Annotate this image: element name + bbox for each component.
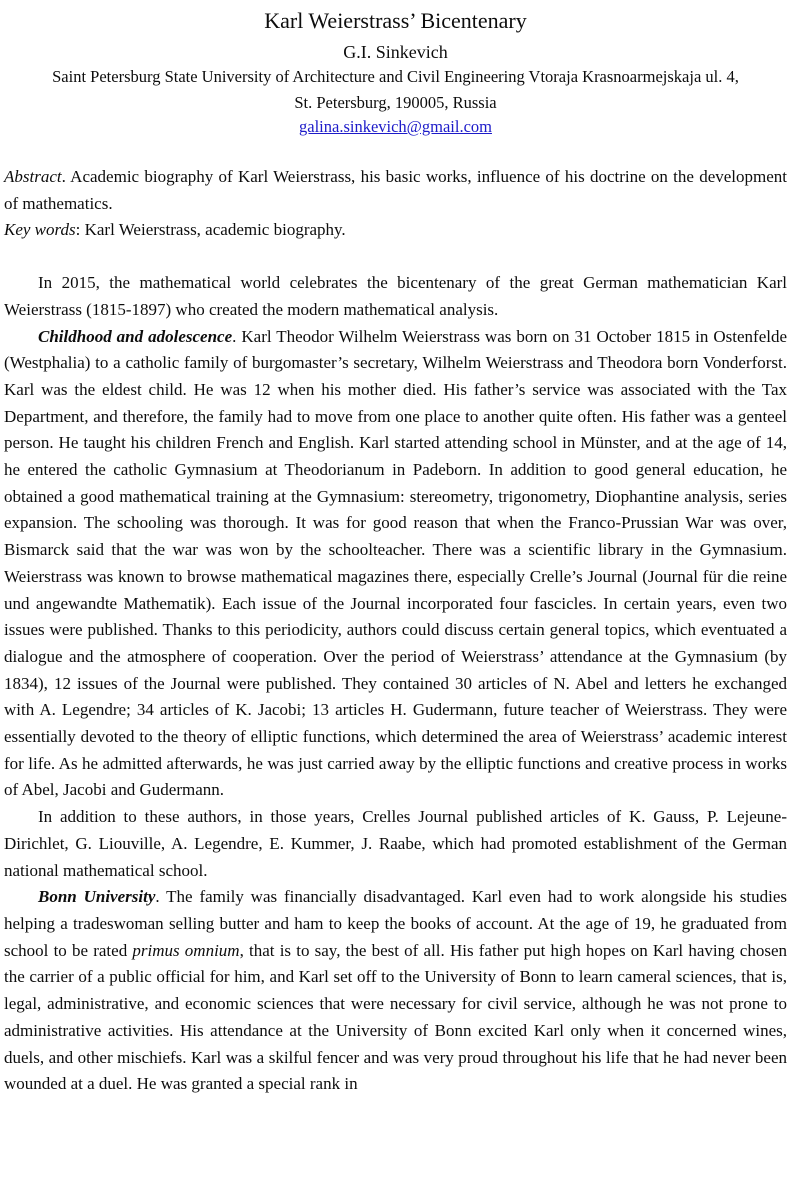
email-link[interactable]: galina.sinkevich@gmail.com [299, 117, 492, 136]
abstract-paragraph [4, 164, 787, 217]
body-paragraph [4, 270, 787, 323]
abstract-paragraph-segment: Key words [4, 220, 76, 240]
body-paragraph-segment: Childhood and adolescence [38, 326, 233, 346]
body-paragraph-segment: . The family was financially disadvantaged. Karl even had to work alongside his studies helping a tradeswoman selling butter and ham to keep the books of account. At the age of 19, he graduated from school to be rated [4, 887, 787, 960]
body-paragraph [4, 324, 787, 805]
abstract-paragraph-segment: : Karl Weierstrass, academic biography. [75, 220, 346, 240]
body-paragraph [4, 804, 787, 884]
author-name: G.I. Sinkevich [343, 42, 448, 62]
body-text [4, 270, 787, 1098]
affiliation [4, 64, 787, 116]
body-paragraph-segment: , that is to say, the best of all. His father put high hopes on Karl having chosen the carrier of a public official for him, and Karl set off to the University of Bonn to learn cameral sciences, that is, legal, administrative, and economic sciences that were necessary for civil service, although he was not prone to administrative activities. His attendance at the University of Bonn excited Karl only when it concerned wines, duels, and other mischiefs. Karl was a skilful fencer and was very proud throughout his life that he had never been wounded at a duel. He was granted a special rank in [4, 940, 787, 1094]
affiliation-line: Saint Petersburg State University of Architecture and Civil Engineering Vtoraja Krasnoarmejskaja ul. 4, [52, 67, 739, 86]
body-paragraph-segment: In addition to these authors, in those years, Crelles Journal published articles of K. Gauss, P. Lejeune-Dirichlet, G. Liouville, A. Legendre, E. Kummer, J. Raabe, which had promoted establishment of the German national mathematical school. [4, 807, 787, 880]
body-paragraph-segment: . Karl Theodor Wilhelm Weierstrass was born on 31 October 1815 in Ostenfelde (Westphalia) to a catholic family of burgomaster’s secretary, Wilhelm Weierstrass and Theodora born Vonderforst. Karl was the eldest child. He was 12 when his mother died. His father’s service was associated with the Tax Department, and therefore, the family had to move from one place to another quite often. His father was a genteel person. He taught his children French and English. Karl started attending school in Münster, and at the age of 14, he entered the catholic Gymnasium at Theodorianum in Padeborn. In addition to good general education, he obtained a good mathematical training at the Gymnasium: stereometry, trigonometry, Diophantine analysis, series expansion. The schooling was thorough. It was for good reason that when the Franco-Prussian War was over, Bismarck said that the war was won by the schoolteacher. There was a scientific library in the Gymnasium. Weierstrass was known to browse mathematical magazines there, especially Crelle’s Journal (Journal für die reine und angewandte Mathematik). Each issue of the Journal incorporated four fascicles. In certain years, even two issues were published. Thanks to this periodicity, authors could discuss certain general topics, which eventuated a dialogue and the atmosphere of cooperation. Over the period of Weierstrass’ attendance at the Gymnasium (by 1834), 12 issues of the Journal were published. They contained 30 articles of N. Abel and letters he exchanged with A. Legendre; 34 articles of K. Jacobi; 13 articles H. Gudermann, future teacher of Weierstrass. They were essentially devoted to the theory of elliptic functions, which determined the area of Weierstrass’ academic interest for life. As he admitted afterwards, he was just carried away by the elliptic functions and creative process in works of Abel, Jacobi and Gudermann. [4, 326, 788, 800]
abstract-paragraph-segment: Abstract [4, 167, 62, 186]
abstract-paragraph [4, 217, 787, 244]
email-line [4, 116, 787, 138]
body-paragraph-segment: primus omnium [132, 940, 240, 960]
paper-title: Karl Weierstrass’ Bicentenary [264, 8, 527, 33]
abstract-paragraph-segment: . Academic biography of Karl Weierstrass, his basic works, influence of his doctrine on the development of mathematics. [4, 167, 787, 213]
body-paragraph-segment: Bonn University [38, 887, 156, 907]
body-paragraph [4, 884, 787, 1098]
body-paragraph-segment: In 2015, the mathematical world celebrates the bicentenary of the great German mathematician Karl Weierstrass (1815-1897) who created the modern mathematical analysis. [4, 273, 787, 319]
affiliation-line: St. Petersburg, 190005, Russia [294, 93, 497, 112]
abstract-section [4, 164, 787, 244]
